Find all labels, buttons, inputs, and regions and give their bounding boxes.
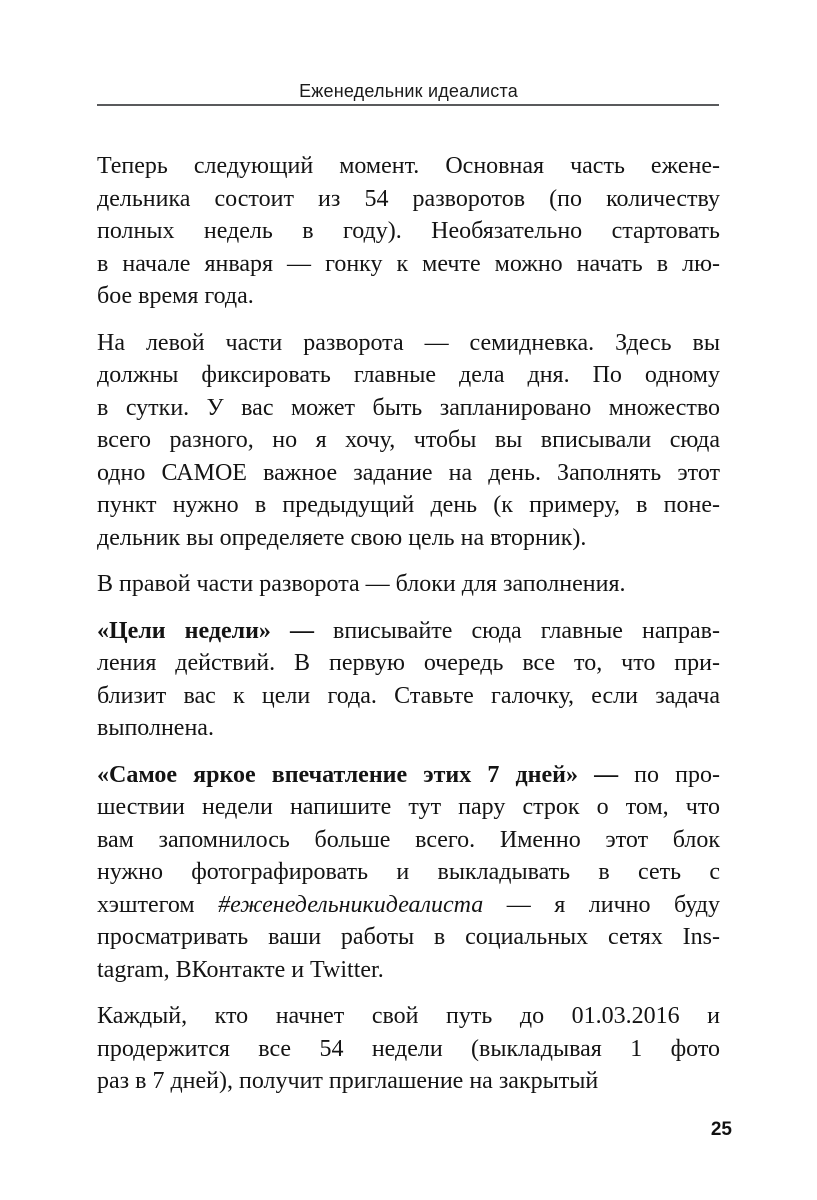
text-line: [97, 522, 720, 555]
text-line: [97, 568, 720, 601]
text-line: [97, 615, 720, 648]
page-body-text: [97, 150, 720, 1112]
text-run: В правой части разворота — блоки для заполнения.: [97, 571, 626, 597]
text-line: [97, 856, 720, 889]
paragraph: [97, 759, 720, 987]
text-line: [97, 759, 720, 792]
text-run: нужно фотографировать и выкладывать в сеть с: [97, 859, 720, 885]
header-rule: [97, 104, 719, 106]
text-line: [97, 280, 720, 313]
text-line: [97, 921, 720, 954]
text-run: всего разного, но я хочу, чтобы вы вписывали сюда: [97, 427, 720, 453]
text-run: близит вас к цели года. Ставьте галочку, если задача: [97, 682, 720, 709]
text-line: [97, 1033, 720, 1066]
text-line: [97, 712, 720, 745]
text-line: [97, 824, 720, 857]
text-run: бое время года.: [97, 283, 254, 309]
italic-text-run: #еженедельникидеалиста: [218, 891, 484, 918]
text-run: раз в 7 дней), получит приглашение на закрытый: [97, 1068, 599, 1094]
text-line: [97, 150, 720, 183]
text-run: — я лично буду: [483, 891, 720, 918]
text-line: [97, 327, 720, 360]
paragraph: [97, 1000, 720, 1098]
paragraph: [97, 327, 720, 555]
text-run: ления действий. В первую очередь все то, что при-: [97, 650, 720, 676]
text-run: шествии недели напишите тут пару строк о том, что: [97, 794, 720, 820]
text-run: tagram, ВКонтакте и Twitter.: [97, 956, 384, 983]
text-line: [97, 248, 720, 281]
bold-text-run: «Самое яркое впечатление этих 7 дней» —: [97, 761, 619, 788]
text-line: [97, 424, 720, 457]
text-run: в начале января — гонку к мечте можно начать в лю-: [97, 250, 720, 277]
text-run: хэштегом: [97, 891, 219, 918]
text-line: [97, 489, 720, 522]
text-run: продержится все 54 недели (выкладывая 1 фото: [97, 1035, 720, 1062]
text-run: дельник вы определяете свою цель на вторник).: [97, 524, 587, 551]
text-line: [97, 954, 720, 987]
text-line: [97, 1065, 720, 1098]
text-line: [97, 1000, 720, 1033]
text-line: [97, 457, 720, 490]
text-line: [97, 791, 720, 824]
text-run: На левой части разворота — семидневка. Здесь вы: [97, 329, 720, 356]
text-run: вам запомнилось больше всего. Именно этот блок: [97, 826, 720, 853]
text-run: одно САМОЕ важное задание на день. Заполнять этот: [97, 459, 720, 486]
text-run: дельника состоит из 54 разворотов (по количеству: [97, 185, 720, 212]
text-line: [97, 183, 720, 216]
text-run: Теперь следующий момент. Основная часть ежене-: [97, 153, 720, 179]
text-run: просматривать ваши работы в социальных сетях Ins-: [97, 924, 720, 950]
text-line: [97, 647, 720, 680]
text-run: Каждый, кто начнет свой путь до 01.03.2016 и: [97, 1003, 720, 1029]
text-run: в сутки. У вас может быть запланировано множество: [97, 394, 720, 421]
paragraph: [97, 568, 720, 601]
text-run: вписывайте сюда главные направ-: [313, 617, 720, 644]
text-line: [97, 680, 720, 713]
page-number: 25: [710, 1119, 732, 1140]
text-run: выполнена.: [97, 715, 214, 741]
text-run: должны фиксировать главные дела дня. По одному: [97, 362, 720, 388]
text-line: [97, 359, 720, 392]
text-run: пункт нужно в предыдущий день (к примеру, в поне-: [97, 492, 720, 518]
paragraph: [97, 150, 720, 313]
running-head-title: Еженедельник идеалиста: [299, 81, 518, 101]
text-run: по про-: [618, 761, 720, 788]
text-line: [97, 215, 720, 248]
bold-text-run: «Цели недели» —: [97, 617, 314, 644]
text-run: полных недель в году). Необязательно стартовать: [97, 218, 720, 244]
text-line: [97, 392, 720, 425]
text-line: [97, 889, 720, 922]
paragraph: [97, 615, 720, 745]
